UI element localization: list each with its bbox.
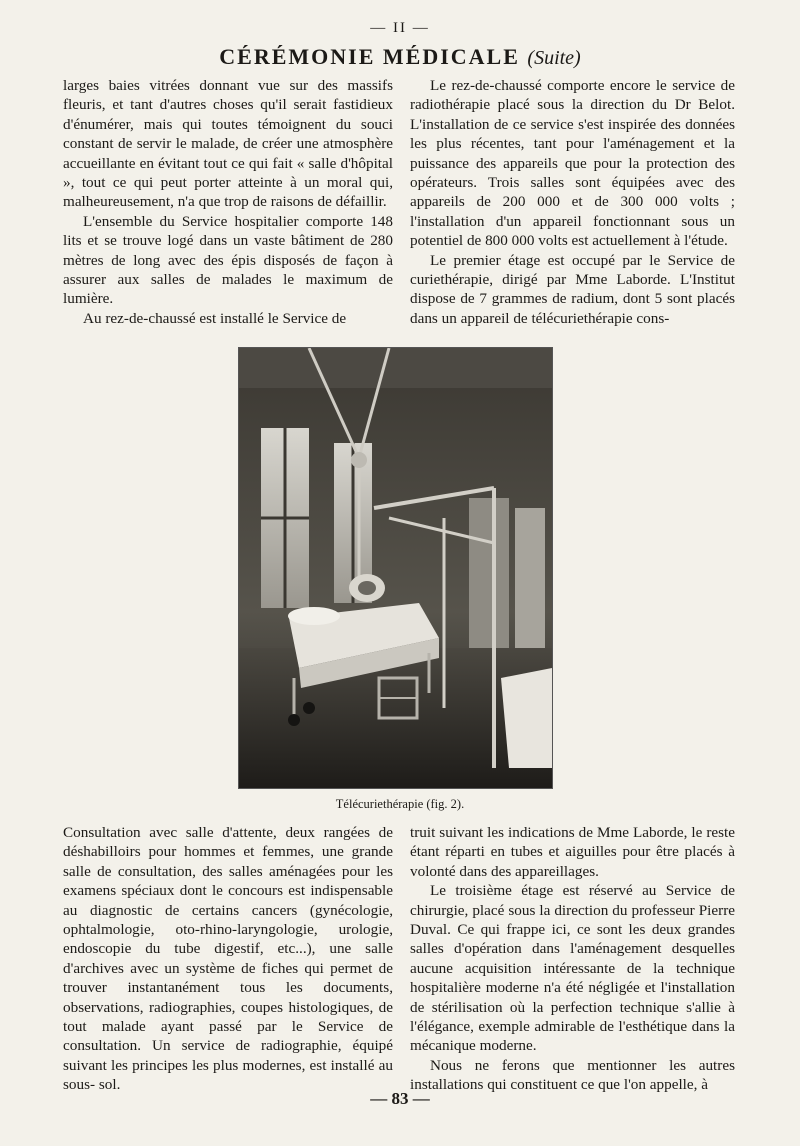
column-top-left: [63, 76, 393, 328]
page-number: — 83 —: [370, 1089, 430, 1108]
telecurietherapy-room-photo: [239, 348, 552, 788]
paragraph: Le troisième étage est réservé au Service de chirurgie, placé sous la direction du professeur Pierre Duval. Ce qui frappe ici, ce sont les deux grandes salles d'opération dans l'aménagement desquelles aucune acquisition intéressante de la technique hospitalière moderne n'a été négligée et l'installation de stérilisation où la perfection technique s'allie à l'élégance, exemple admirable de l'esthétique dans la mécanique moderne.: [410, 882, 735, 1055]
column-top-right: [410, 76, 735, 328]
paragraph: truit suivant les indications de Mme Laborde, le reste étant réparti en tubes et aiguilles pour être placés à volonté dans des appareillages.: [410, 824, 735, 880]
section-marker: — II —: [370, 20, 430, 36]
title-main: CÉRÉMONIE MÉDICALE: [219, 44, 520, 69]
paragraph: larges baies vitrées donnant vue sur des massifs fleuris, et tant d'autres choses qu'il serait fastidieux d'énumérer, mais qui toutes témoignent du souci constant de servir le malade, de créer une atmosphère accueillante en évitant tout ce qui fait « salle d'hôpital », tout ce qui peut porter atteinte à un moral qui, malheureusement, n'a que trop de raisons de défaillir.: [63, 77, 393, 211]
column-bottom-left: [63, 823, 393, 1095]
paragraph: Le premier étage est occupé par le Service de curiethérapie, dirigé par Mme Laborde. L'Institut dispose de 7 grammes de radium, dont 5 sont placés dans un appareil de télécuriethérapie cons-: [410, 251, 735, 327]
paragraph: Le rez-de-chaussé comporte encore le service de radiothérapie placé sous la direction du Dr Belot. L'installation de ce service s'est inspirée des données les plus récentes, tant pour l'aménagement et la puissance des appareils que pour la protection des opérateurs. Trois salles sont équipées avec des appareils de 200 000 et de 300 000 volts ; l'installation d'un appareil fonctionnant sous un potentiel de 800 000 volts est actuellement à l'étude.: [410, 77, 735, 250]
paragraph: L'ensemble du Service hospitalier comporte 148 lits et se trouve logé dans un vaste bâtiment de 280 mètres de long avec des épis disposés de façon à assurer aux salles de malades le maximum de lumière.: [63, 212, 393, 308]
paragraph: Consultation avec salle d'attente, deux rangées de déshabilloirs pour hommes et femmes, une grande salle de consultation, des salles aménagées pour les examens spéciaux dont le concours est indispensable au diagnostic de certains cancers (gynécologie, ophtalmologie, oto-rhino-laryngologie, urologie, endoscopie du tube digestif, etc...), une salle d'archives avec un système de fiches qui permet de trouver instantanément tous les documents, observations, radiographies, coupes histologiques, de tout malade ayant passé par le Service de consultation. Un service de radiographie, équipé suivant les principes les plus modernes, est installé au sous- sol.: [63, 824, 393, 1094]
article-title: [0, 44, 800, 70]
paragraph: Nous ne ferons que mentionner les autres installations qui constituent ce que l'on appelle, à: [410, 1056, 735, 1094]
paragraph: Au rez-de-chaussé est installé le Service de: [83, 309, 347, 327]
figure-caption: Télécuriethérapie (fig. 2).: [335, 797, 465, 811]
column-bottom-right: [410, 823, 735, 1095]
title-suffix: (Suite): [527, 47, 581, 69]
figure-photograph: [238, 347, 553, 789]
